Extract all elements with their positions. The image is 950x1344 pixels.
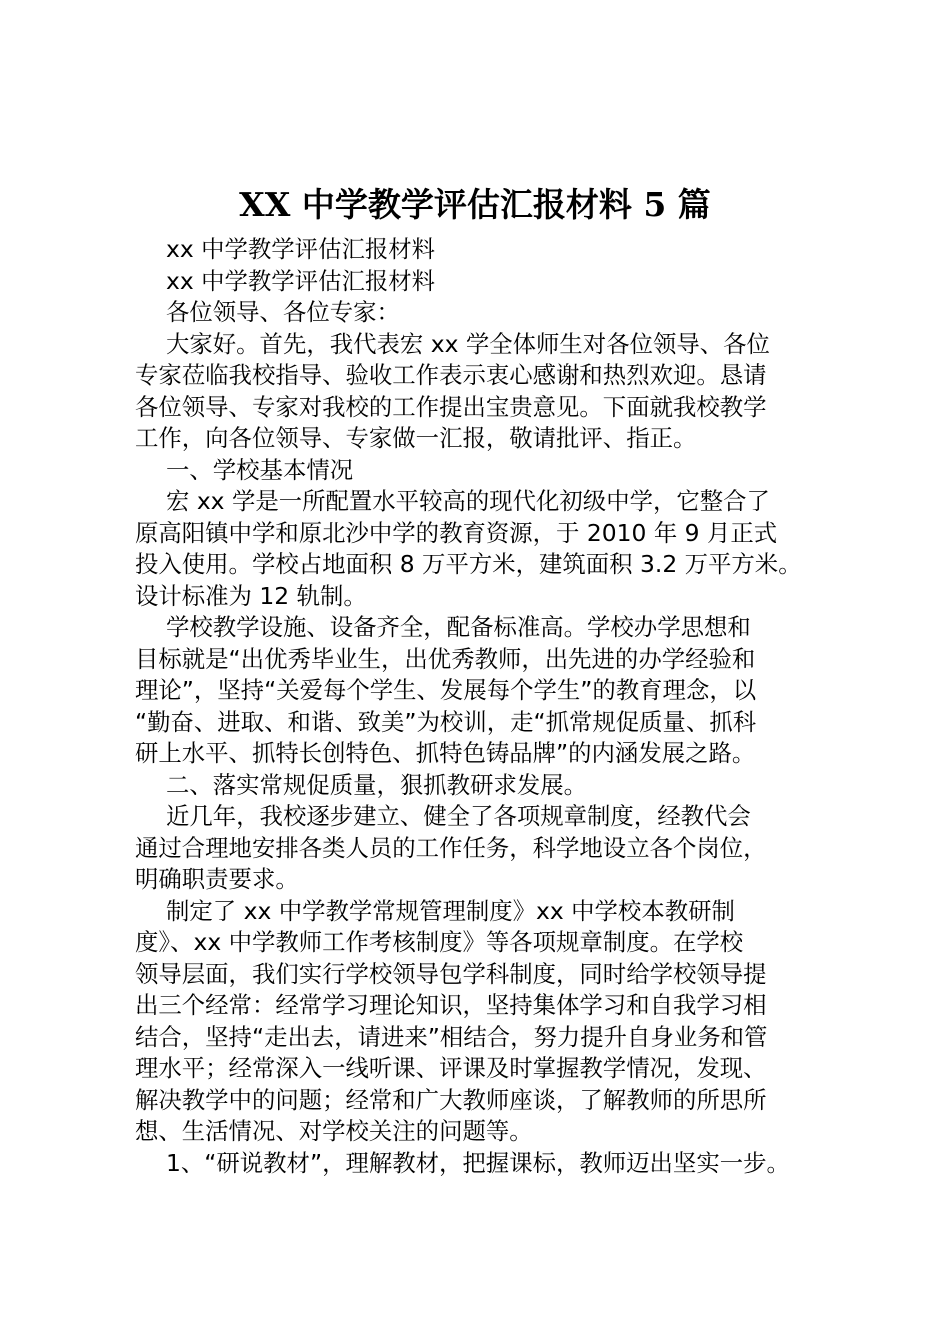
- text-line: 明确职责要求。: [135, 865, 299, 893]
- text-line: 理论”，坚持“关爱每个学生、发展每个学生”的教育理念，以: [135, 676, 757, 704]
- text-line: 设计标准为 12 轨制。: [135, 581, 367, 610]
- text-line: 二、落实常规促质量，狠抓教研求发展。: [166, 770, 588, 799]
- text-line: 学校教学设施、设备齐全，配备标准高。学校办学思想和: [166, 613, 751, 641]
- text-line: 领导层面，我们实行学校领导包学科制度，同时给学校领导提: [135, 959, 767, 988]
- text-line: 通过合理地安排各类人员的工作任务，科学地设立各个岗位，: [135, 833, 767, 862]
- text-line: 理水平；经常深入一线听课、评课及时掌握教学情况，发现、: [135, 1054, 767, 1082]
- text-line: 一、学校基本情况: [166, 455, 354, 484]
- text-line: 工作，向各位领导、专家做一汇报，敬请批评、指正。: [135, 424, 697, 452]
- text-line: 专家莅临我校指导、验收工作表示衷心感谢和热烈欢迎。恳请: [135, 361, 767, 389]
- text-line: 宏 xx 学是一所配置水平较高的现代化初级中学，它整合了: [166, 487, 770, 515]
- text-line: 原高阳镇中学和原北沙中学的教育资源，于 2010 年 9 月正式: [135, 518, 778, 547]
- text-line: 制定了 xx 中学教学常规管理制度》xx 中学校本教研制: [166, 896, 735, 925]
- text-line: 各位领导、各位专家：: [166, 298, 400, 326]
- text-line: “勤奋、进取、和谐、致美”为校训，走“抓常规促质量、抓科: [135, 707, 757, 736]
- text-line: 研上水平、抓特长创特色、抓特色铸品牌”的内涵发展之路。: [135, 739, 756, 767]
- text-line: 目标就是“出优秀毕业生，出优秀教师，出先进的办学经验和: [135, 644, 756, 673]
- text-line: 投入使用。学校占地面积 8 万平方米，建筑面积 3.2 万平方米。: [135, 550, 802, 578]
- text-line: 解决教学中的问题；经常和广大教师座谈，了解教师的所思所: [135, 1085, 767, 1114]
- text-line: 想、生活情况、对学校关注的问题等。: [135, 1117, 533, 1145]
- text-line: 大家好。首先，我代表宏 xx 学全体师生对各位领导、各位: [166, 329, 770, 358]
- text-line: 近几年，我校逐步建立、健全了各项规章制度，经教代会: [166, 802, 751, 830]
- text-line: 度》、xx 中学教师工作考核制度》等各项规章制度。在学校: [135, 928, 744, 956]
- text-line: xx 中学教学评估汇报材料: [166, 235, 436, 263]
- text-line: 1、“研说教材”，理解教材，把握课标，教师迈出坚实一步。: [166, 1148, 790, 1177]
- text-line: 出三个经常：经常学习理论知识，坚持集体学习和自我学习相: [135, 991, 767, 1019]
- text-line: 各位领导、专家对我校的工作提出宝贵意见。下面就我校教学: [135, 392, 767, 421]
- document-title: XX 中学教学评估汇报材料 5 篇: [239, 185, 711, 224]
- document-body: [135, 234, 840, 1179]
- text-line: xx 中学教学评估汇报材料: [166, 266, 436, 295]
- text-line: 结合，坚持“走出去，请进来”相结合，努力提升自身业务和管: [135, 1022, 768, 1051]
